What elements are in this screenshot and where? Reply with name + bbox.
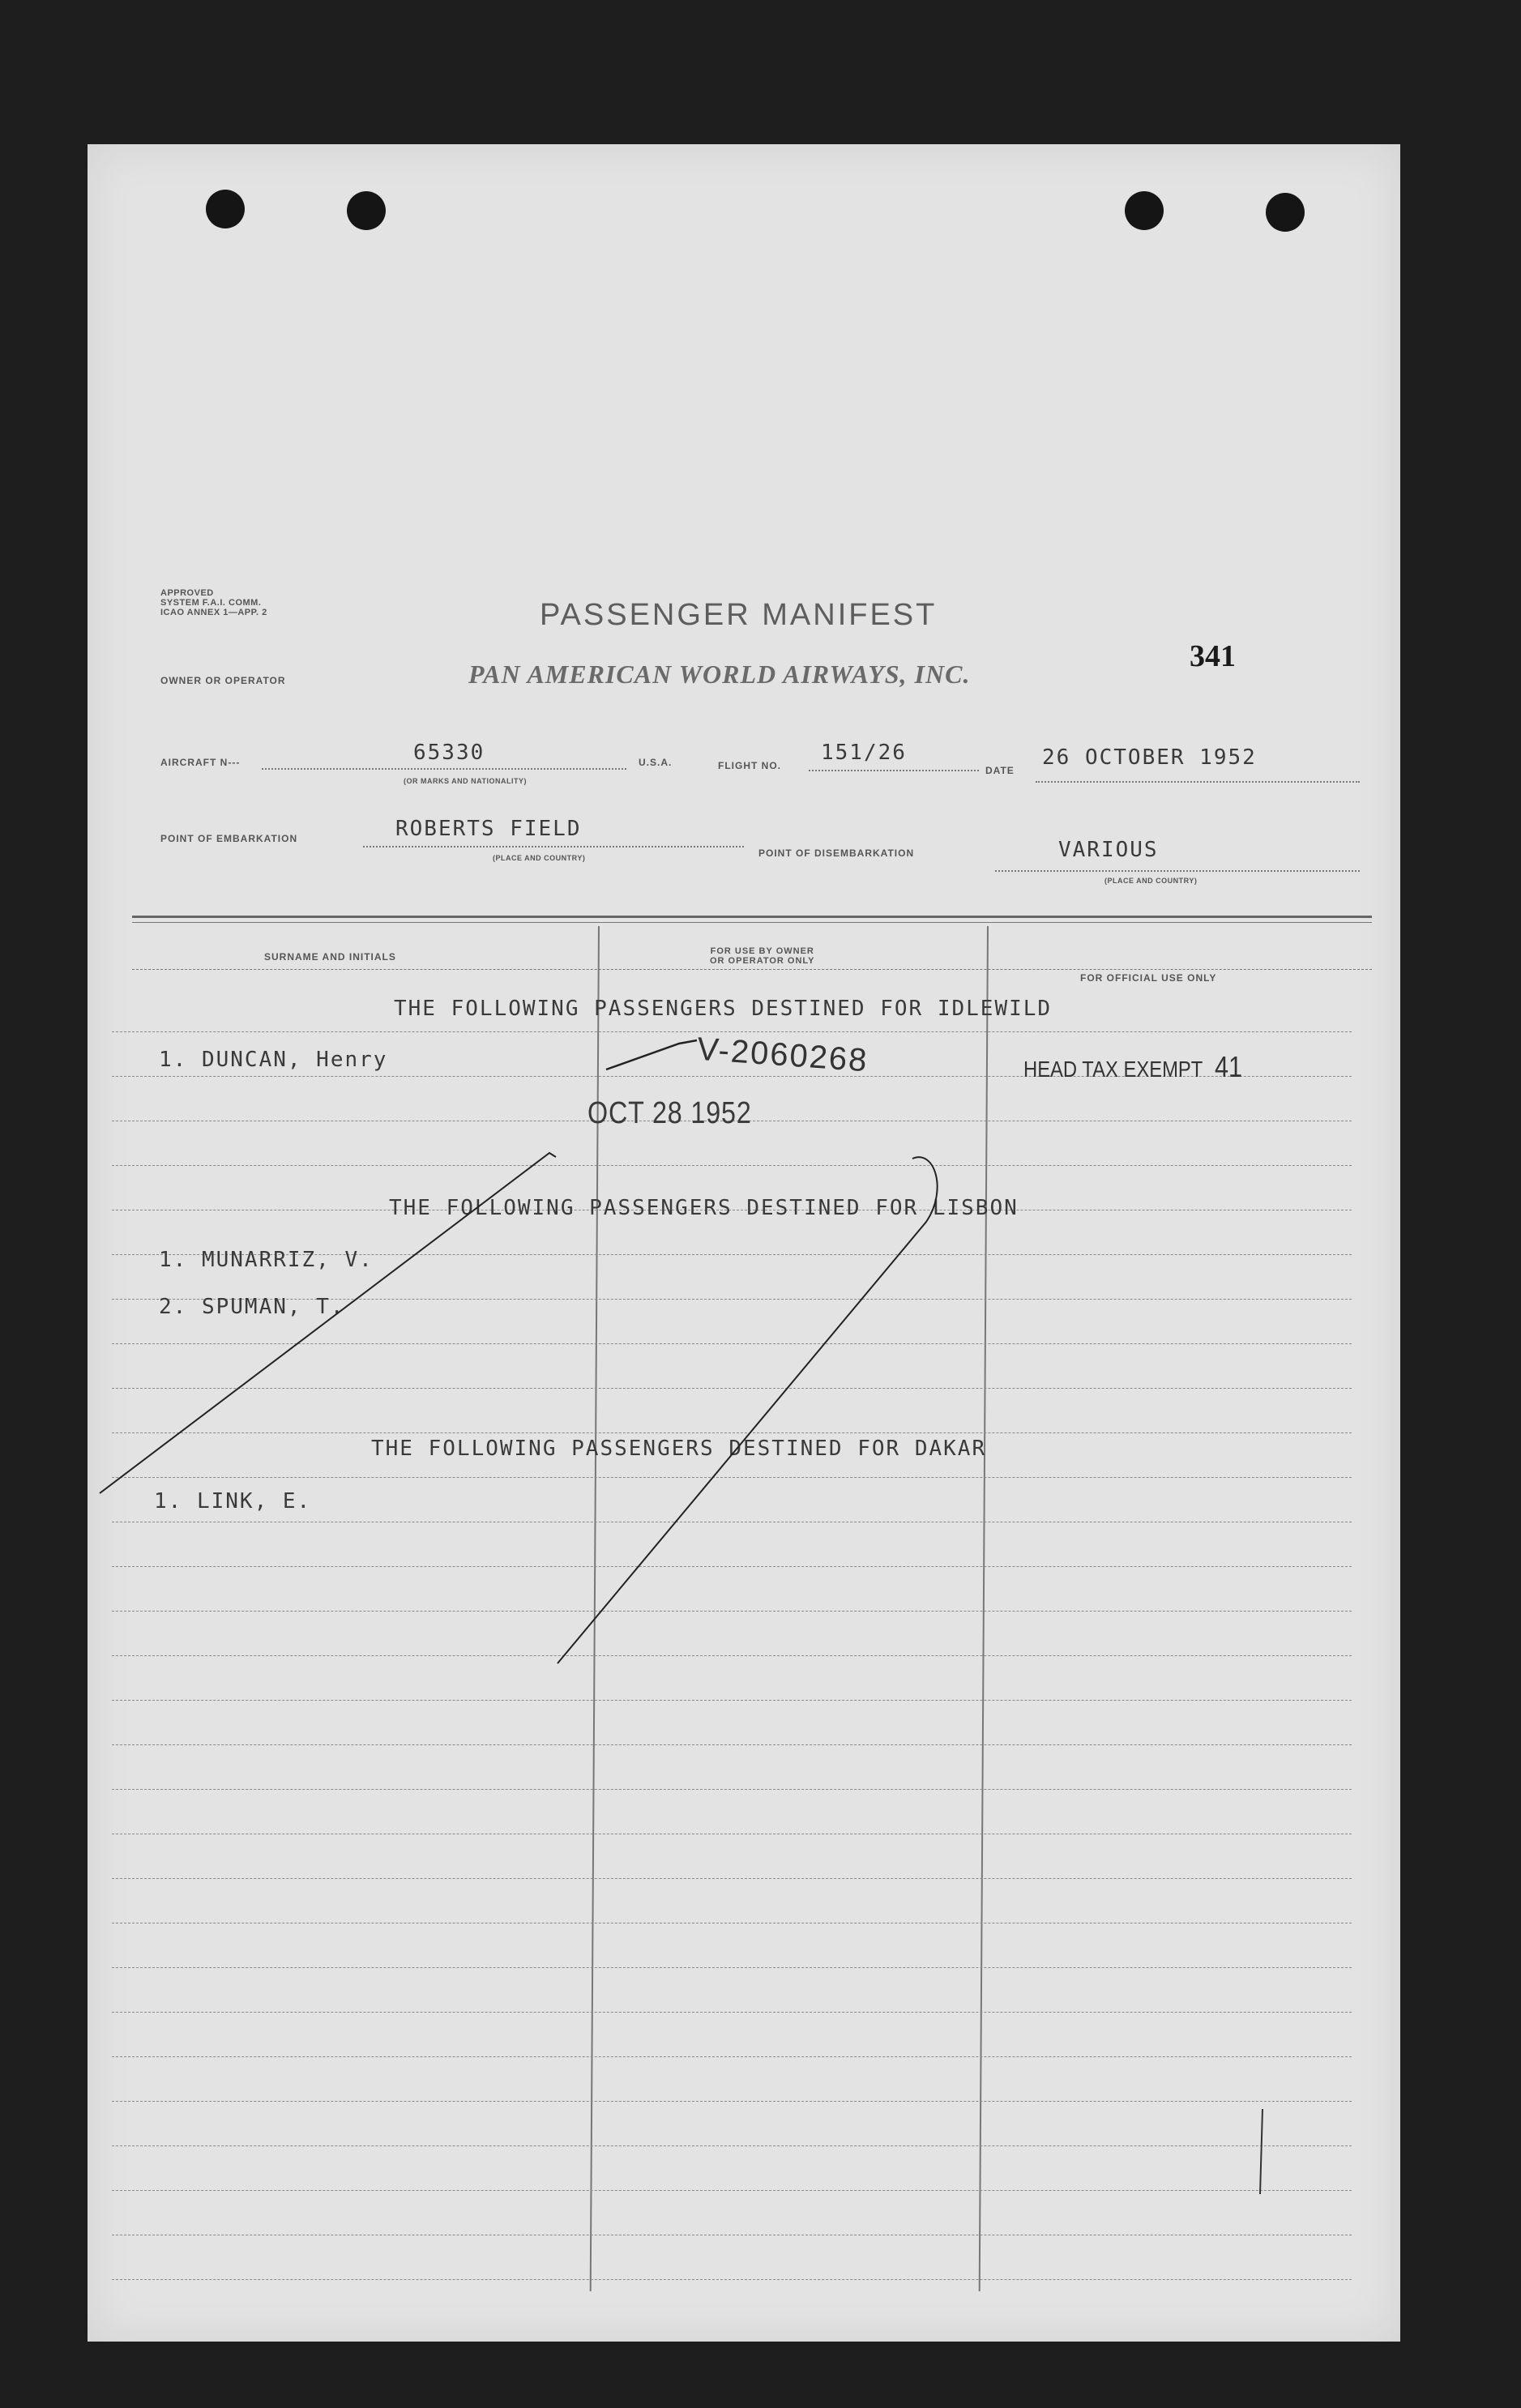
pen-diagonal-stroke [558,1157,938,1663]
passenger-entry: 1. DUNCAN, Henry [159,1048,388,1072]
date-value: 26 OCTOBER 1952 [1042,745,1257,770]
pen-diagonal-stroke [100,1153,556,1493]
flight-value: 151/26 [821,741,907,765]
column-header-owner: FOR USE BY OWNER OR OPERATOR ONLY [710,946,815,966]
column-header-surname: SURNAME AND INITIALS [264,951,396,963]
airline-name: PAN AMERICAN WORLD AIRWAYS, INC. [468,660,971,689]
aircraft-sub: (OR MARKS AND NATIONALITY) [404,777,527,785]
disembark-label: POINT OF DISEMBARKATION [758,847,915,859]
page-number: 341 [1190,639,1236,673]
form-code: APPROVED SYSTEM F.A.I. COMM. ICAO ANNEX 1—APP. 2 [160,588,267,617]
page-title: PASSENGER MANIFEST [540,598,938,632]
date-stamp: OCT 28 1952 [587,1096,752,1130]
embark-label: POINT OF EMBARKATION [160,833,298,844]
embark-sub: (PLACE AND COUNTRY) [493,854,586,862]
column-header-official: FOR OFFICIAL USE ONLY [1080,972,1217,984]
flight-label: FLIGHT NO. [718,760,781,771]
passenger-entry: 1. MUNARRIZ, V. [159,1248,374,1272]
disembark-sub: (PLACE AND COUNTRY) [1104,877,1198,885]
pen-vertical-stroke [1260,2109,1263,2194]
embark-value: ROBERTS FIELD [395,817,582,841]
head-tax-text: HEAD TAX EXEMPT [1023,1057,1203,1082]
group-heading: THE FOLLOWING PASSENGERS DESTINED FOR LISBON [389,1196,1019,1220]
visa-number: V-2060268 [695,1031,869,1079]
head-tax-code: 41 [1214,1050,1243,1083]
disembark-value: VARIOUS [1058,838,1159,862]
passenger-entry: 1. LINK, E. [154,1489,312,1514]
group-heading: THE FOLLOWING PASSENGERS DESTINED FOR DAKAR [371,1437,987,1461]
group-heading: THE FOLLOWING PASSENGERS DESTINED FOR IDLEWILD [394,997,1053,1021]
owner-label: OWNER OR OPERATOR [160,675,286,686]
aircraft-label: AIRCRAFT N--- [160,757,241,768]
passenger-entry: 2. SPUMAN, T. [159,1295,345,1319]
date-label: DATE [985,765,1015,776]
pen-check-mark [606,1040,697,1070]
manifest-sheet [88,144,1400,2342]
pen-strokes [88,144,1400,2342]
aircraft-value: 65330 [413,741,485,765]
usa-label: U.S.A. [639,757,673,768]
